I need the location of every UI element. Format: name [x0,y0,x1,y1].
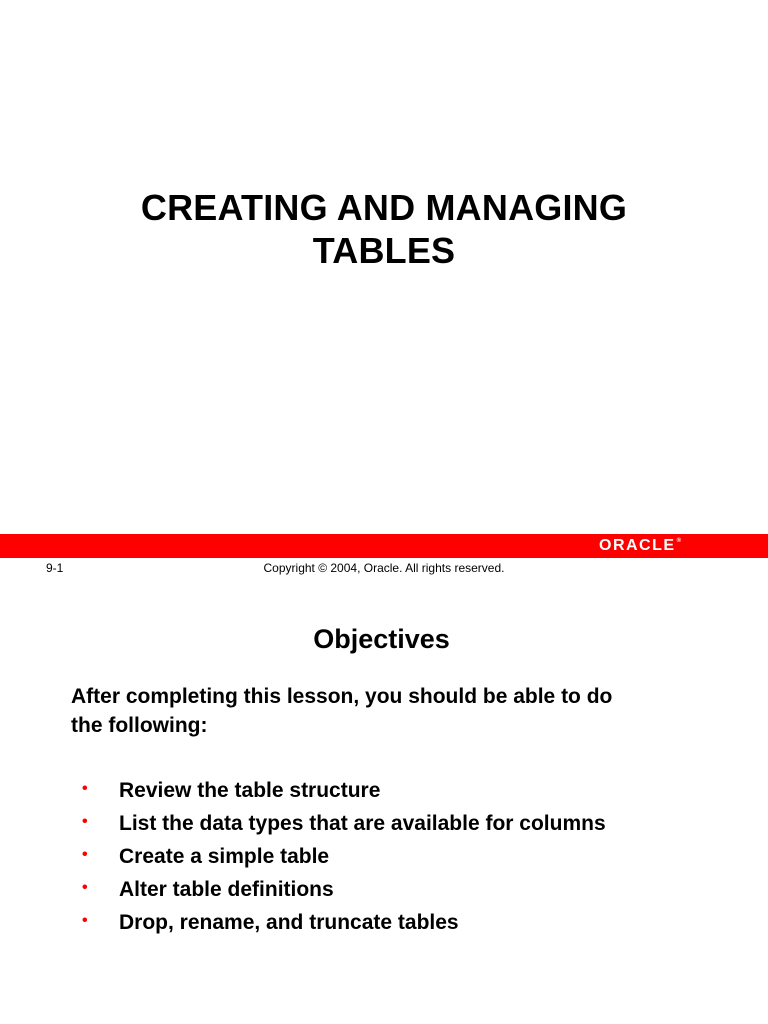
registered-mark-icon: ® [676,538,681,544]
slide-number: 9-1 [46,561,64,575]
objectives-intro [71,682,711,740]
bullet-icon: • [82,912,88,929]
list-item-text: Review the table structure [119,779,381,802]
bullet-icon: • [82,813,88,830]
bullet-icon: • [82,780,88,797]
list-item-text: Alter table definitions [119,878,334,901]
copyright-notice: Copyright © 2004, Oracle. All rights reserved. [263,561,505,575]
oracle-logo-text: ORACLE [599,537,676,554]
list-item [80,908,720,941]
slide-title-line-1: CREATING AND MANAGING [140,187,628,228]
slide-title-line-2: TABLES [312,230,456,271]
slide-title [0,186,768,272]
objectives-intro-line-1: After completing this lesson, you should be able to do [71,685,613,708]
oracle-logo [588,536,692,556]
list-item-text: Create a simple table [119,845,330,868]
list-item [80,809,720,842]
bullet-icon: • [82,846,88,863]
bullet-icon: • [82,879,88,896]
objectives-intro-line-2: the following: [71,714,208,737]
list-item-text: List the data types that are available for columns [119,812,606,835]
objectives-list [80,776,720,941]
list-item-text: Drop, rename, and truncate tables [119,911,459,934]
objectives-title: Objectives [313,624,450,654]
list-item [80,842,720,875]
list-item [80,776,720,809]
list-item [80,875,720,908]
